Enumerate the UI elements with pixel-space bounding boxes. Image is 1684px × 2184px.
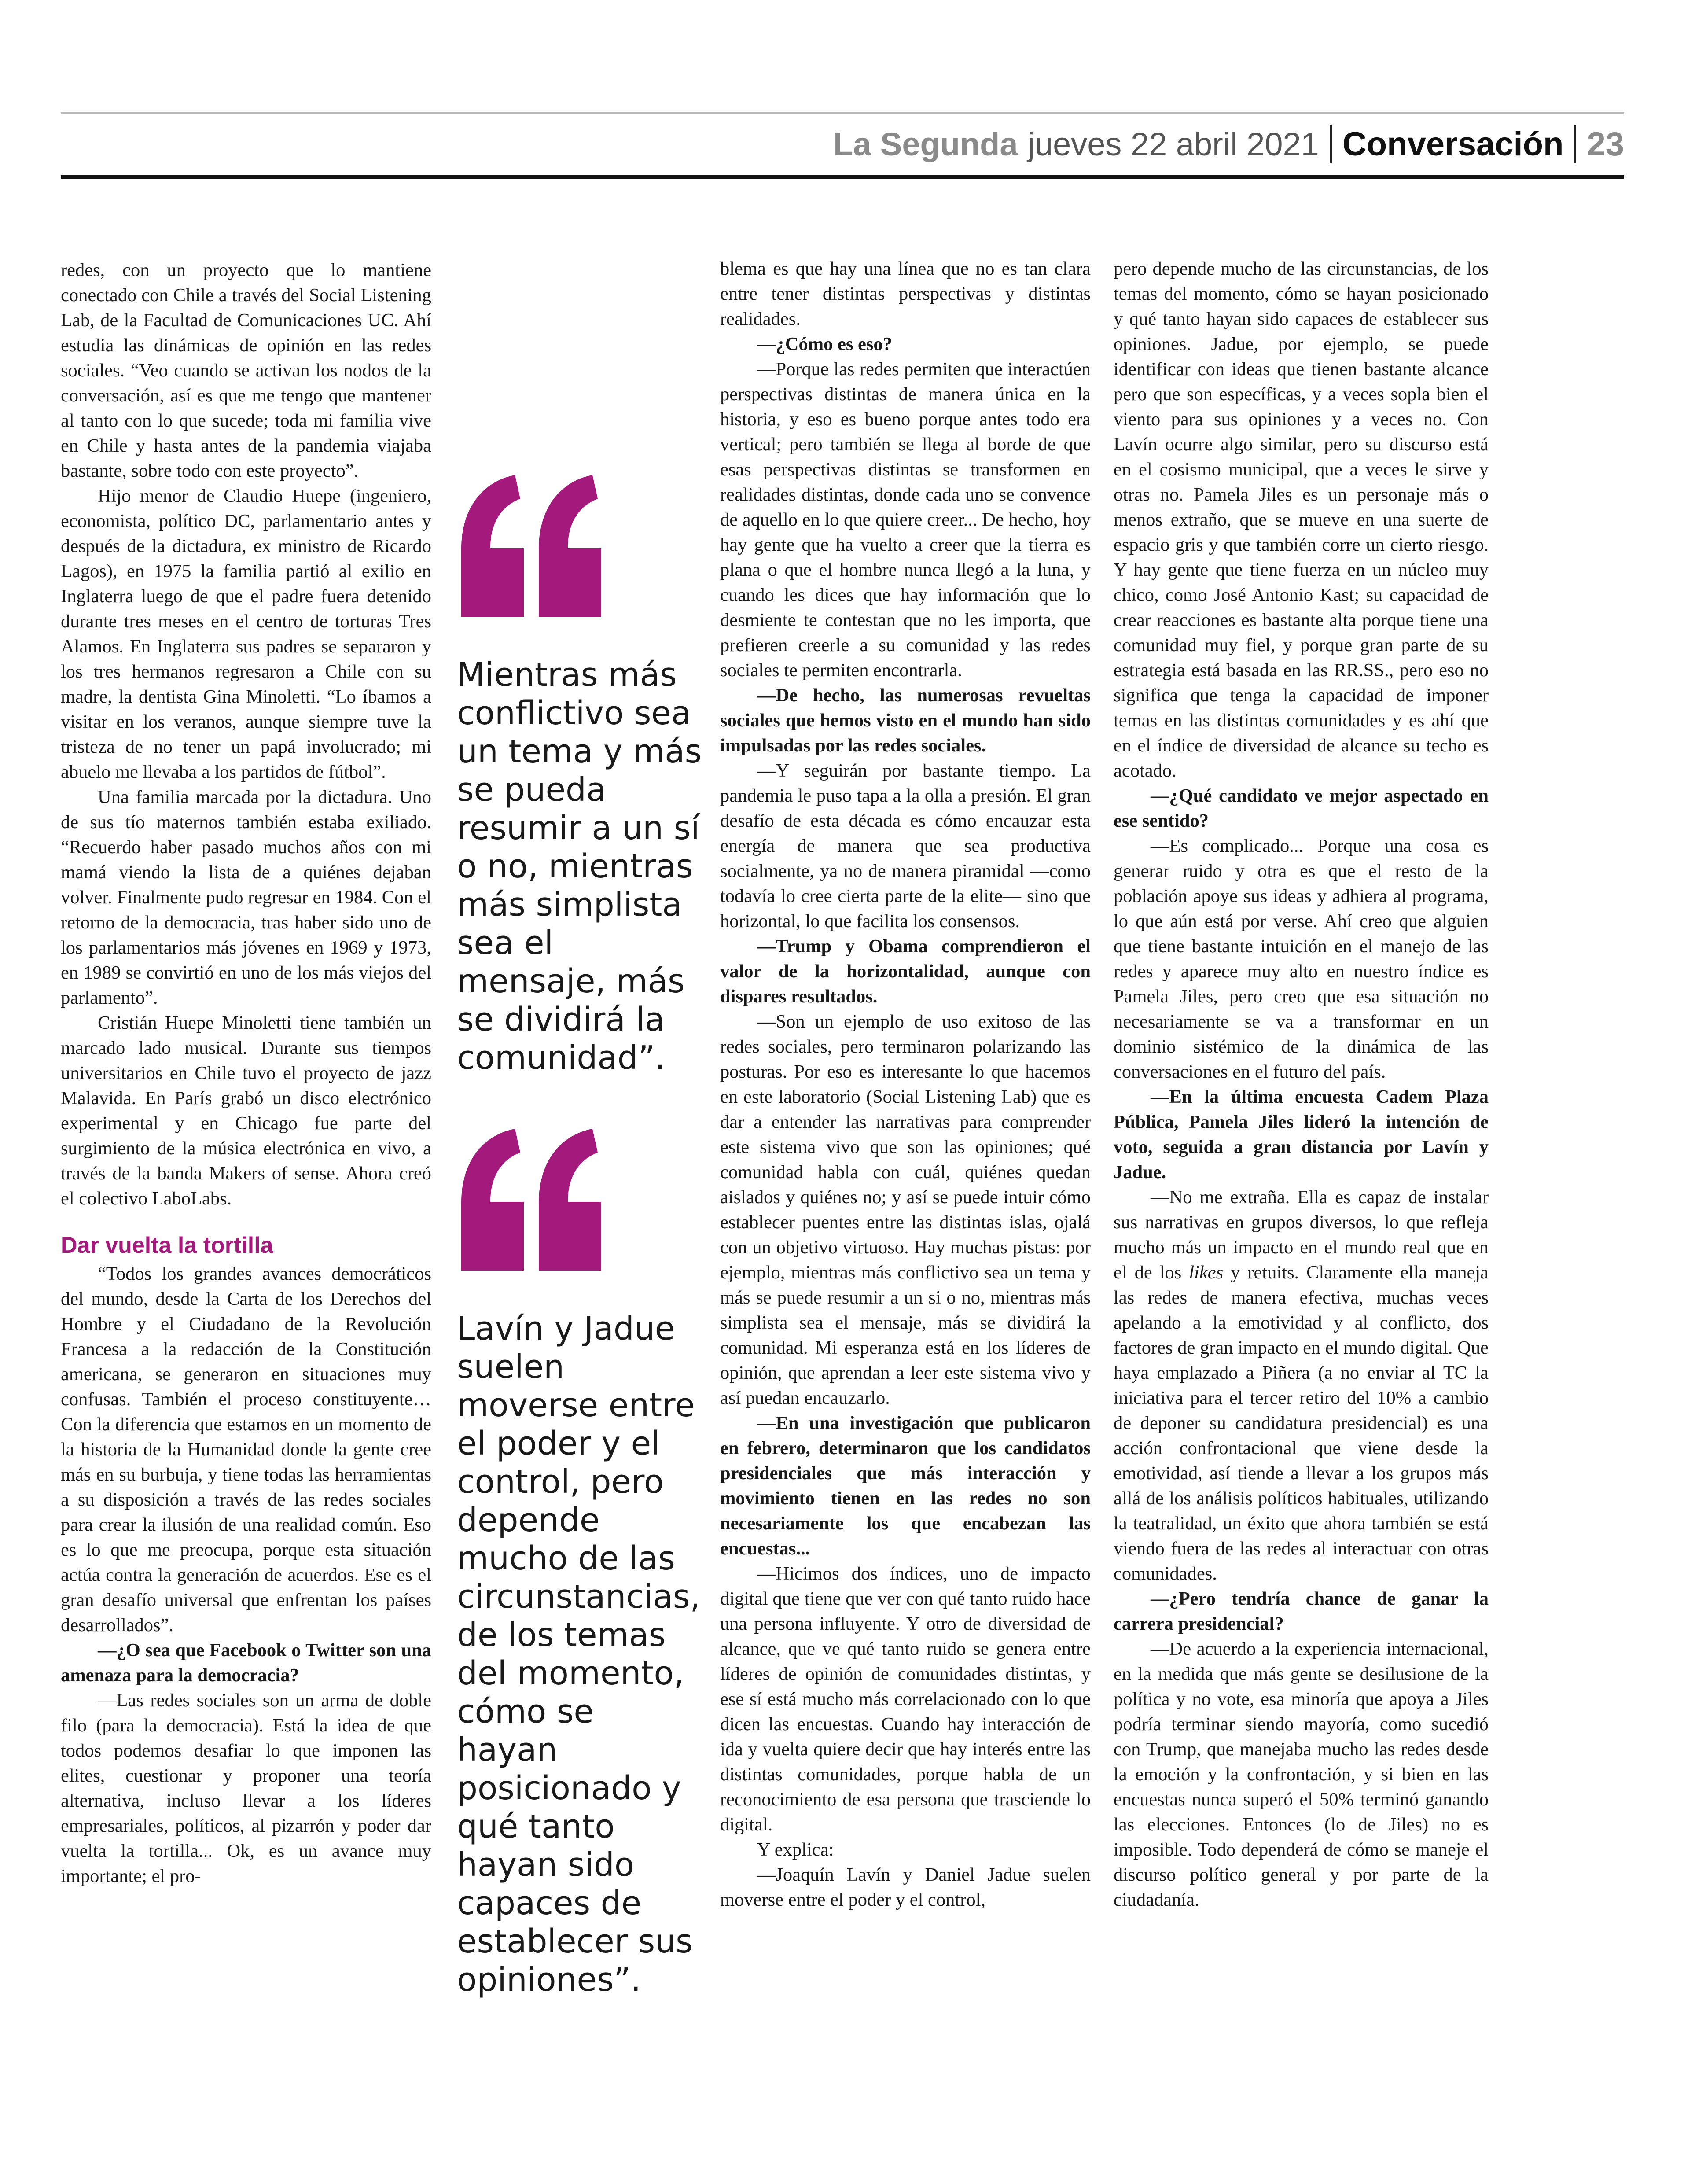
interview-answer: —Las redes sociales son un arma de doble filo (para la democracia). Está la idea de que todos podemos desafiar lo que imponen las elites, cuestionar y proponer una teoría alternativa, incluso llevar a los líderes empresariales, políticos, al pizarrón y poder dar vuelta la tortilla... Ok, es un avance muy importante; el pro- — [61, 1690, 431, 1886]
header-page-number: 23 — [1587, 125, 1624, 163]
header-section: Conversación — [1342, 125, 1564, 163]
interview-question: —¿Pero tendría chance de ganar la carrera presidencial? — [1114, 1588, 1489, 1634]
interview-question: —En una investigación que publicaron en febrero, determinaron que los candidatos presidenciales que más interacción y movimiento tienen en las redes no son necesariamente los que encabezan las encuestas... — [720, 1413, 1091, 1559]
interview-question: —¿O sea que Facebook o Twitter son una amenaza para la democracia? — [61, 1640, 431, 1686]
interview-answer: —Son un ejemplo de uso exitoso de las redes sociales, pero terminaron polarizando las posturas. Por eso es interesante lo que hacemos en este laboratorio (Social Listening Lab) que es dar a entender las narrativas para comprender este sistema vivo que son las opiniones; qué comunidad habla con cuál, quiénes quedan aislados y quiénes no; y así se puede intuir cómo establecer puentes entre las distintas islas, ojalá con un objetivo virtuoso. Hay muchas pistas: por ejemplo, mientras más conflictivo sea un tema y más se puede resumir a un si o no, mientras más simplista sea el mensaje, más se dividirá la comunidad. Mi esperanza está en los líderes de opinión, que aprendan a leer este sistema vivo y así puedan encauzarlo. — [720, 1011, 1091, 1408]
body-paragraph: “Todos los grandes avances democráticos del mundo, desde la Carta de los Derechos del Hombre y el Ciudadano de la Revolución Francesa a la redacción de la Constitución americana, se generaron en situaciones muy confusas. También el proceso constituyente… Con la diferencia que estamos en un momento de la historia de la Humanidad donde la gente cree más en su burbuja, y tiene todas las herramientas a su disposición a través de las redes sociales para crear la ilusión de una realidad común. Eso es lo que me preocupa, porque esta situación actúa contra la generación de acuerdos. Ese es el gran desafío universal que enfrentan los países desarrollados”. — [61, 1263, 431, 1635]
body-paragraph: blema es que hay una línea que no es tan clara entre tener distintas perspectivas y distintas realidades. — [720, 258, 1091, 329]
body-paragraph: Cristián Huepe Minoletti tiene también un marcado lado musical. Durante sus tiempos universitarios en Chile tuvo el proyecto de jazz Malavida. En París grabó un disco electrónico experimental y en Chicago fue parte del surgimiento de la música electrónica en vivo, a través de la banda Makers of sense. Ahora creó el colectivo LaboLabs. — [61, 1013, 431, 1209]
header-bottom-rule — [61, 175, 1624, 179]
interview-question: —De hecho, las numerosas revueltas sociales que hemos visto en el mundo han sido impulsadas por las redes sociales. — [720, 685, 1091, 756]
interview-answer: —Es complicado... Porque una cosa es generar ruido y otra es que el resto de la población apoye sus ideas y adhiera al programa, lo que aún está por verse. Ahí creo que alguien que tiene bastante intuición en el manejo de las redes y aparece muy alto en nuestro índice es Pamela Jiles, pero creo que esa situación no necesariamente se va a transformar en un dominio sistémico de la dinámica de las conversaciones en el futuro del país. — [1114, 836, 1489, 1082]
article-column-2 — [720, 256, 1091, 1912]
body-paragraph: Y explica: — [757, 1839, 834, 1860]
body-paragraph: Hijo menor de Claudio Huepe (ingeniero, economista, político DC, parlamentario antes y después de la dictadura, ex ministro de Ricardo Lagos), en 1975 la familia partió al exilio en Inglaterra luego de que el padre fuera detenido durante tres meses en el centro de torturas Tres Alamos. En Inglaterra sus padres se separaron y los tres hermanos regresaron a Chile con su madre, la dentista Gina Minoletti. “Lo íbamos a visitar en los veranos, aunque siempre tuve la tristeza de no tener un papá involucrado; mi abuelo me llevaba a los partidos de fútbol”. — [61, 486, 431, 782]
header-date: jueves 22 abril 2021 — [1027, 125, 1319, 162]
header-separator — [1330, 125, 1332, 163]
interview-answer — [1114, 1185, 1489, 1586]
interview-question: —En la última encuesta Cadem Plaza Pública, Pamela Jiles lideró la intención de voto, seguida a gran distancia por Lavín y Jadue. — [1114, 1086, 1489, 1182]
interview-question: —Trump y Obama comprendieron el valor de la horizontalidad, aunque con dispares resultados. — [720, 936, 1091, 1007]
pull-quote-2: Lavín y Jadue suelen moverse entre el poder y el control, pero depende mucho de las circunstancias, de los temas del momento, cómo se hayan posicionado y qué tanto hayan sido capaces de establecer sus opiniones”. — [457, 1310, 701, 1999]
interview-question: —¿Cómo es eso? — [757, 334, 892, 354]
section-subhead: Dar vuelta la tortilla — [61, 1233, 273, 1258]
interview-answer: —Hicimos dos índices, uno de impacto digital que tiene que ver con qué tanto ruido hace una persona influyente. Y otro de diversidad de alcance, que ve qué tanto ruido se genera entre líderes de opinión de comunidades distintas, y ese sí está mucho más correlacionado con lo que dicen las encuestas. Cuando hay interacción de ida y vuelta quiere decir que hay interés entre las distintas comunidades, porque habla de un reconocimiento de esa persona que trasciende lo digital. — [720, 1563, 1091, 1835]
quote-mark-icon — [458, 473, 603, 619]
interview-answer: —Joaquín Lavín y Daniel Jadue suelen moverse entre el poder y el control, — [720, 1864, 1091, 1910]
header-separator-2 — [1574, 125, 1576, 163]
pull-quote-1: Mientras más conflictivo sea un tema y más se pueda resumir a un sí o no, mientras más simplista sea el mensaje, más se dividirá la comunidad”. — [457, 656, 702, 1077]
interview-question: —¿Qué candidato ve mejor aspectado en ese sentido? — [1114, 785, 1489, 831]
interview-answer: —De acuerdo a la experiencia internacional, en la medida que más gente se desilusione de la política y no vote, esa minoría que apoya a Jiles podría terminar siendo mayoría, como sucedió con Trump, que manejaba mucho las redes desde la emoción y la confrontación, y si bien en las encuestas nunca superó el 50% terminó ganando las elecciones. Entonces (lo de Jiles) no es imposible. Todo dependerá de cómo se maneje el discurso político general y por parte de la ciudadanía. — [1114, 1639, 1489, 1910]
answer-text: y retuits. Claramente ella maneja las redes de manera efectiva, muchas veces apelando a la emotividad y al conflicto, dos factores de gran impacto en el mundo digital. Que haya emplazado a Piñera (a no enviar al TC la iniciativa para el tercer retiro del 10% a cambio de deponer su candidatura presidencial) es una acción confrontacional que viene desde la emotividad, así tiende a llevar a los grupos más allá de los análisis políticos habituales, utilizando la teatralidad, un éxito que ahora también se está viendo fuera de las redes al interactuar con otras comunidades. — [1114, 1262, 1489, 1584]
body-paragraph: pero depende mucho de las circunstancias, de los temas del momento, cómo se hayan posicionado y qué tanto hayan sido capaces de establecer sus opiniones. Jadue, por ejemplo, se puede identificar con ideas que tienen bastante alcance pero que son específicas, y a veces sopla bien el viento para sus opiniones y a veces no. Con Lavín ocurre algo similar, pero su discurso está en el cosismo municipal, que a veces le sirve y otras no. Pamela Jiles es un personaje más o menos extraño, que se mueve en una suerte de espacio gris y que también corre un cierto riesgo. Y hay gente que tiene fuerza en un núcleo muy chico, como José Antonio Kast; su capacidad de crear reacciones es bastante alta porque tiene una comunidad muy fiel, y porque gran parte de su estrategia está basada en las RR.SS., pero eso no significa que tenga la capacidad de imponer temas en las distintas comunidades y es ahí que en el índice de diversidad de alcance su techo es acotado. — [1114, 258, 1489, 781]
body-paragraph: Una familia marcada por la dictadura. Uno de sus tío maternos también estaba exiliado. “Recuerdo haber pasado muchos años con mi mamá viendo la lista de a quiénes dejaban volver. Finalmente pudo regresar en 1984. Con el retorno de la democracia, tras haber sido uno de los parlamentarios más jóvenes en 1969 y 1973, en 1989 se convirtió en uno de los más viejos del parlamento”. — [61, 787, 431, 1008]
header-top-rule — [61, 112, 1624, 114]
quote-mark-icon — [458, 1127, 603, 1272]
interview-answer: —Porque las redes permiten que interactúen perspectivas distintas de manera única en la historia, y eso es bueno porque antes todo era vertical; pero también se llega al borde de que esas perspectivas distintas se transformen en realidades distintas, donde cada uno se convence de aquello en lo que quiere creer... De hecho, hoy hay gente que ha vuelto a creer que la tierra es plana o que el hombre nunca llegó a la luna, y cuando les dices que hay información que lo desmiente te contestan que no les importa, que prefieren creerle a su comunidad y las redes sociales te permiten encontrarla. — [720, 359, 1091, 681]
article-column-1 — [61, 258, 431, 1889]
article-column-3 — [1114, 256, 1489, 1912]
header-brand: La Segunda — [833, 125, 1018, 162]
page-header — [61, 115, 1624, 173]
answer-text: —No me extraña. Ella es capaz de instalar sus narrativas en grupos diversos, lo que refleja mucho más un impacto en el mundo real que en el de los — [1114, 1187, 1489, 1283]
body-paragraph: redes, con un proyecto que lo mantiene conectado con Chile a través del Social Listening Lab, de la Facultad de Comunicaciones UC. Ahí estudia las dinámicas de opinión en las redes sociales. “Veo cuando se activan los nodos de la conversación, así es que me tengo que mantener al tanto con lo que sucede; toda mi familia vive en Chile y hasta antes de la pandemia viajaba bastante, sobre todo con este proyecto”. — [61, 260, 431, 481]
answer-italic-word: likes — [1189, 1262, 1224, 1283]
header-right — [833, 115, 1624, 173]
interview-answer: —Y seguirán por bastante tiempo. La pandemia le puso tapa a la olla a presión. El gran desafío de esta década es cómo encauzar esta energía de manera que sea productiva socialmente, ya no de manera piramidal —como todavía lo cree cierta parte de la elite— sino que horizontal, lo que facilita los consensos. — [720, 760, 1091, 932]
